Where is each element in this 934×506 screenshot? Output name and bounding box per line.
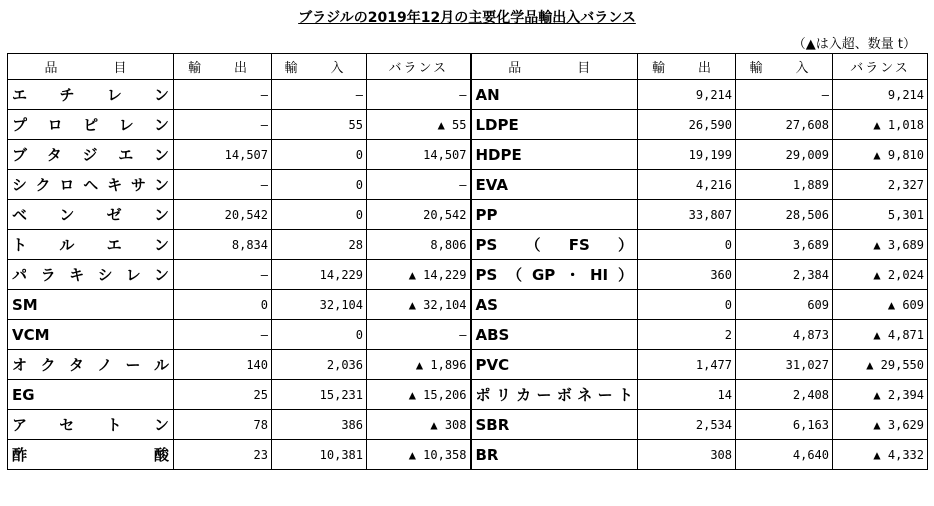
table-row [8,320,928,350]
table-row [8,230,928,260]
table-row [8,290,928,320]
left-balance-value-cell: ▲ 14,229 [367,260,471,290]
left-export-value-cell: 140 [174,350,272,380]
right-balance-value-cell: ▲ 4,871 [833,320,928,350]
right-item-name-cell: PS（FS） [471,230,638,260]
right-item-name-cell: PP [471,200,638,230]
right-export-value-cell: 33,807 [638,200,736,230]
right-balance-value-cell: ▲ 9,810 [833,140,928,170]
left-import-value-cell: — [272,80,367,110]
right-balance-value-cell: 9,214 [833,80,928,110]
right-import-value-cell: 6,163 [736,410,833,440]
right-item-name-cell: PVC [471,350,638,380]
right-balance-value-cell: ▲ 2,024 [833,260,928,290]
left-item-name-cell: アセトン [8,410,174,440]
right-import-value-cell: 2,384 [736,260,833,290]
right-item-name-cell: LDPE [471,110,638,140]
right-export-value-cell: 0 [638,290,736,320]
table-row [8,200,928,230]
right-item-name-cell: PS（GP・HI） [471,260,638,290]
table-row [8,170,928,200]
table-row [8,410,928,440]
right-item-name-cell: BR [471,440,638,470]
page-title: ブラジルの2019年12月の主要化学品輸出入バランス [298,10,636,26]
table-row [8,350,928,380]
unit-note: （▲は入超、数量 t） [792,37,916,52]
right-export-value-cell: 14 [638,380,736,410]
left-import-value-cell: 32,104 [272,290,367,320]
right-item-name-cell: ポリカーボネート [471,380,638,410]
table-row [8,440,928,470]
right-balance-value-cell: 5,301 [833,200,928,230]
left-import-value-cell: 28 [272,230,367,260]
left-balance-value-cell: — [367,170,471,200]
right-balance-value-cell: ▲ 1,018 [833,110,928,140]
left-balance-value-cell: ▲ 308 [367,410,471,440]
header-import-right: 輸 入 [736,54,833,80]
right-import-value-cell: 29,009 [736,140,833,170]
left-export-value-cell: 14,507 [174,140,272,170]
right-item-name-cell: HDPE [471,140,638,170]
left-balance-value-cell: ▲ 32,104 [367,290,471,320]
header-export-left: 輸 出 [174,54,272,80]
left-import-value-cell: 0 [272,200,367,230]
right-item-name-cell: SBR [471,410,638,440]
left-export-value-cell: 20,542 [174,200,272,230]
left-balance-value-cell: 8,806 [367,230,471,260]
left-export-value-cell: 78 [174,410,272,440]
left-balance-value-cell: ▲ 55 [367,110,471,140]
balance-table [7,53,928,470]
left-item-name-cell: トルエン [8,230,174,260]
left-export-value-cell: 25 [174,380,272,410]
right-export-value-cell: 1,477 [638,350,736,380]
table-row [8,260,928,290]
right-item-name-cell: ABS [471,320,638,350]
left-export-value-cell: — [174,260,272,290]
header-balance-left: バランス [367,54,471,80]
right-balance-value-cell: ▲ 609 [833,290,928,320]
left-item-name-cell: VCM [8,320,174,350]
left-balance-value-cell: ▲ 10,358 [367,440,471,470]
left-item-name-cell: パラキシレン [8,260,174,290]
right-balance-value-cell: ▲ 3,689 [833,230,928,260]
left-import-value-cell: 15,231 [272,380,367,410]
table-row [8,380,928,410]
table-row [8,140,928,170]
left-balance-value-cell: — [367,320,471,350]
right-export-value-cell: 26,590 [638,110,736,140]
right-balance-value-cell: 2,327 [833,170,928,200]
left-item-name-cell: ベンゼン [8,200,174,230]
left-balance-value-cell: ▲ 1,896 [367,350,471,380]
left-item-name-cell: プロピレン [8,110,174,140]
right-import-value-cell: 27,608 [736,110,833,140]
left-item-name-cell: SM [8,290,174,320]
header-balance-right: バランス [833,54,928,80]
right-import-value-cell: 4,640 [736,440,833,470]
left-import-value-cell: 0 [272,140,367,170]
left-item-name-cell: 酢酸 [8,440,174,470]
table-row [8,80,928,110]
left-import-value-cell: 0 [272,170,367,200]
right-item-name-cell: AS [471,290,638,320]
right-export-value-cell: 308 [638,440,736,470]
left-export-value-cell: 0 [174,290,272,320]
left-export-value-cell: — [174,80,272,110]
left-item-name-cell: エチレン [8,80,174,110]
right-balance-value-cell: ▲ 2,394 [833,380,928,410]
right-import-value-cell: 28,506 [736,200,833,230]
right-import-value-cell: 2,408 [736,380,833,410]
left-item-name-cell: オクタノール [8,350,174,380]
left-balance-value-cell: 14,507 [367,140,471,170]
left-export-value-cell: — [174,320,272,350]
left-item-name-cell: ブタジエン [8,140,174,170]
table-row [8,110,928,140]
right-export-value-cell: 2,534 [638,410,736,440]
left-item-name-cell: シクロヘキサン [8,170,174,200]
right-import-value-cell: 609 [736,290,833,320]
header-import-left: 輸 入 [272,54,367,80]
right-export-value-cell: 0 [638,230,736,260]
right-item-name-cell: EVA [471,170,638,200]
left-import-value-cell: 10,381 [272,440,367,470]
header-item-right: 品 目 [471,54,638,80]
left-export-value-cell: 8,834 [174,230,272,260]
right-export-value-cell: 4,216 [638,170,736,200]
right-import-value-cell: 3,689 [736,230,833,260]
table-header-row [8,54,928,80]
right-balance-value-cell: ▲ 3,629 [833,410,928,440]
right-export-value-cell: 19,199 [638,140,736,170]
left-balance-value-cell: 20,542 [367,200,471,230]
right-balance-value-cell: ▲ 29,550 [833,350,928,380]
left-import-value-cell: 14,229 [272,260,367,290]
left-import-value-cell: 386 [272,410,367,440]
right-export-value-cell: 2 [638,320,736,350]
left-import-value-cell: 2,036 [272,350,367,380]
header-item-left: 品 目 [8,54,174,80]
left-balance-value-cell: — [367,80,471,110]
right-import-value-cell: — [736,80,833,110]
right-balance-value-cell: ▲ 4,332 [833,440,928,470]
right-import-value-cell: 1,889 [736,170,833,200]
right-import-value-cell: 4,873 [736,320,833,350]
left-export-value-cell: — [174,110,272,140]
left-item-name-cell: EG [8,380,174,410]
right-export-value-cell: 360 [638,260,736,290]
right-import-value-cell: 31,027 [736,350,833,380]
right-export-value-cell: 9,214 [638,80,736,110]
left-balance-value-cell: ▲ 15,206 [367,380,471,410]
left-export-value-cell: — [174,170,272,200]
right-item-name-cell: AN [471,80,638,110]
header-export-right: 輸 出 [638,54,736,80]
left-import-value-cell: 55 [272,110,367,140]
left-export-value-cell: 23 [174,440,272,470]
left-import-value-cell: 0 [272,320,367,350]
